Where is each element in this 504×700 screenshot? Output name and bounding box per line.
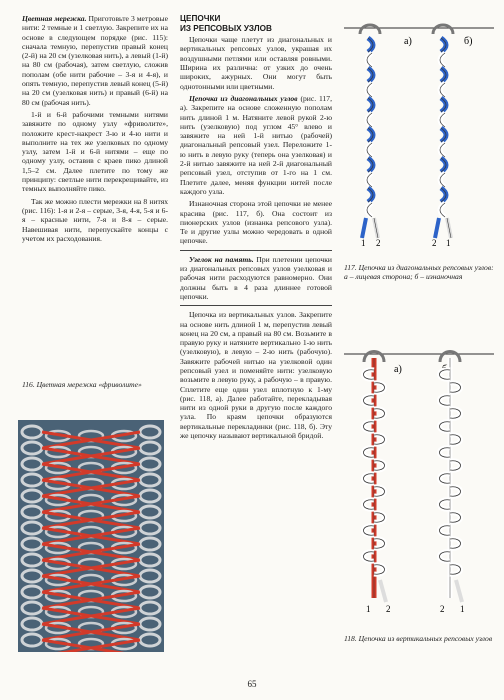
left-p1-heading: Цветная мережка. <box>22 14 87 23</box>
fig118-a-num-2: 2 <box>386 604 391 614</box>
divider-top <box>180 250 332 251</box>
section-title <box>180 14 332 33</box>
mid-paragraph-3: Изнаночная сторона этой цепочки не менее красива (рис. 117, б). Она состоит из пионерских узлов (изнанка репсового узла). Те и другие узлы можно чередовать в одной цепочке. <box>180 199 332 246</box>
fig118-label-b: б) <box>442 364 451 375</box>
fig117-b-num-2: 2 <box>432 238 437 248</box>
caption-118: 118. Цепочка из вертикальных репсовых узлов <box>344 634 493 643</box>
page-number: 65 <box>247 679 257 689</box>
fig117-chain-a <box>360 25 380 238</box>
caption-117: 117. Цепочка из диагональных репсовых узлов: а – лицевая сторона; б – изнаночная <box>344 263 494 282</box>
figure-118 <box>344 340 494 620</box>
divider-bottom <box>180 305 332 306</box>
left-p1-text: Приготовьте 3 метровые нити: 2 темные и 1 светлую. Закрепите их на основе в следующем порядке (рис. 115): сначала темную, перепустив правый конец (2-й) на 20 см (узелковая нить), а левый (1-й) на 80 см (рабочая), затем светлую, сложив пополам (обе нити рабочие – 3-я и 4-я), и опять темную, перепустив левый конец (5-й) на 20 см (узелковая нить) и правый (6-й) на 80 см (рабочая нить). <box>22 14 168 107</box>
fig117-a-num-2: 2 <box>376 238 381 248</box>
caption-116: 116. Цветная мережка «фриволите» <box>22 380 142 389</box>
thread-end <box>456 580 462 602</box>
fig117-chain-b <box>433 25 453 238</box>
section-title-line-2: ИЗ РЕПСОВЫХ УЗЛОВ <box>180 23 272 33</box>
figure-117 <box>344 14 494 254</box>
left-paragraph-2: 1-й и 6-й рабочими темными нитями завяжите по одному узлу «фриволите», положите крест-накрест 3-ю и 4-ю нити и выполните на тех же узелковых по одному узлу, затем 1-й и 6-й нитями – еще по одному узлу, оставив с краев пико длиной 1,5–2 см. Далее плетите по тому же принципу: светлые нити перекрещивайте, из темных выполняйте пико. <box>22 109 168 194</box>
left-column <box>22 14 168 246</box>
fig118-b-num-2: 2 <box>440 604 445 614</box>
memo-text: При плетении цепочки из диагональных репсовых узлов узелковая и рабочая нити расходуются равномерно. Они должны быть в 4 раза длиннее готовой цепочки. <box>180 254 332 301</box>
left-paragraph-3: Так же можно плести мережки на 8 нитях (рис. 116): 1-я и 2-я – серые, 3-я, 4-я, 5-я и 6-я – красные нити, 7-я и 8-я – серые. Навешивая нити, перепускайте концы с учетом их расходования. <box>22 196 168 243</box>
mid-paragraph-4: Цепочка из вертикальных узлов. Закрепите на основе нить длиной 1 м, перепустив левый конец на 20 см, а правый на 80 см. Возьмите в правую руку и натяните вертикально 1-ю нить (узелковую), в левую – 2-ю нить (рабочую). Завяжите рабочей нитью на узелковой один репсовый узел и поменяйте нити: узелковую возьмите в левую руку, а рабочую – в правую. Сплетите еще один узел вплотную к 1-му (рис. 118, а). Далее работайте, перекладывая нити из одной руки в другую после каждого узла. По краям цепочки образуются вертикальные перекладинки (рис. 118, б). Эту же цепочку называют вертикальной бридой. <box>180 310 332 441</box>
fig118-b-num-1: 1 <box>460 604 465 614</box>
thread-end <box>380 580 386 602</box>
fig117-label-a: а) <box>404 36 412 47</box>
fig117-a-num-1: 1 <box>361 238 366 248</box>
mid-paragraph-2 <box>180 94 332 196</box>
fig118-label-a: а) <box>394 364 402 375</box>
macrame-photo <box>18 420 164 652</box>
fig117-label-b: б) <box>464 36 473 47</box>
mounting-loop <box>360 25 380 34</box>
middle-column <box>180 14 332 443</box>
fig117-b-num-1: 1 <box>446 238 451 248</box>
mounting-loop <box>433 25 453 34</box>
fig118-chain-a <box>364 352 387 603</box>
mid-p2-text: (рис. 117, а). Закрепите на основе сложенную пополам нить длиной 1 м. Натяните левой рукой 2-ю нить (узелковую) под углом 45° влево и завяжите на ней 1-й нитью (рабочей) диагональный репсовый узел. Переложите 1-ю нить в левую руку (теперь она узелковая) и 2-й нитью завяжите на ней 2-й диагональный репсовый узел, отступив от 1-го на 1 см. Плетите далее, меняя функции нитей после каждого узла. <box>180 93 332 196</box>
fig118-a-num-1: 1 <box>366 604 371 614</box>
fig118-chain-b <box>440 352 463 603</box>
memo-heading: Узелок на память. <box>189 254 254 264</box>
thread-end <box>435 218 439 238</box>
thread-end <box>362 218 366 238</box>
section-title-line-1: ЦЕПОЧКИ <box>180 14 221 23</box>
left-paragraph-1 <box>22 14 168 107</box>
mid-paragraph-1: Цепочки чаще плетут из диагональных и вертикальных репсовых узлов, украшая их воздушными петлями или оставляя ровными. Ширина их различна: от узких до очень широких, ажурных. Они могут быть однотонными или цветными. <box>180 35 332 91</box>
mid-p2-heading: Цепочка из диагональных узлов <box>189 93 298 103</box>
memo-note <box>180 255 332 301</box>
